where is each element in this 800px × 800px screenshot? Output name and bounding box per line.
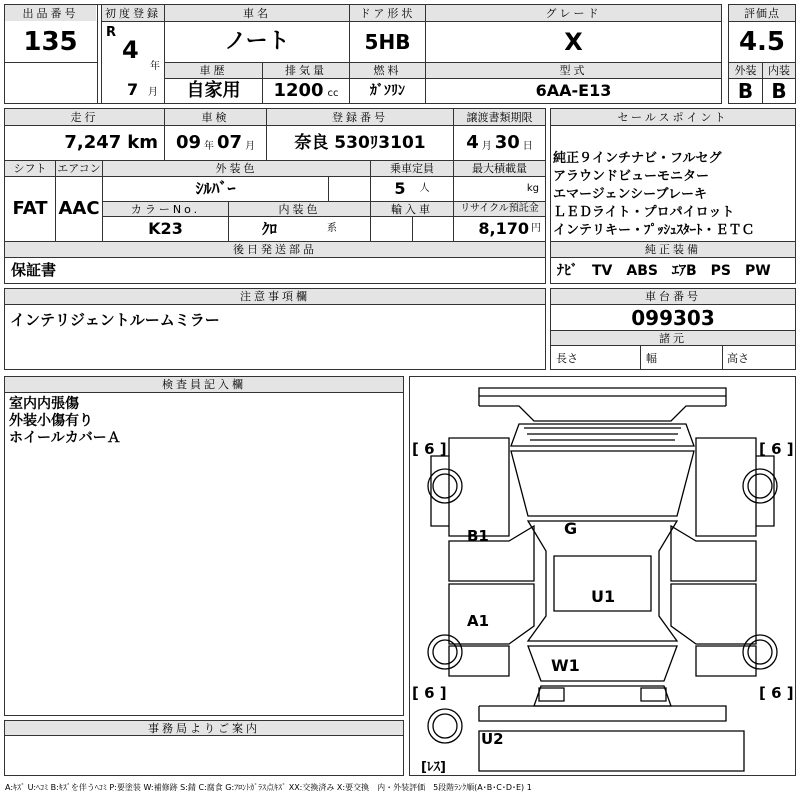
grid-line — [425, 4, 426, 104]
grid-line — [4, 392, 404, 393]
score-int: B — [771, 78, 787, 103]
rear-lights — [539, 688, 666, 701]
grade-value: X — [564, 28, 583, 56]
recycle-label: リサイクル預託金 — [454, 202, 545, 216]
under-panel — [479, 731, 744, 771]
capacity-unit: 人 — [419, 183, 430, 194]
displacement-label: 排気量 — [263, 63, 349, 78]
sales-line: アラウンドビューモニター — [553, 169, 710, 184]
grid-line — [4, 176, 546, 177]
grid-line — [328, 176, 329, 201]
first-reg-era: R — [106, 25, 117, 40]
grid-line — [101, 21, 721, 22]
score-label: 評価点 — [729, 5, 795, 21]
car-name-label: 車名 — [165, 5, 349, 21]
lot-number: 135 — [23, 27, 78, 57]
model-label: 型式 — [426, 63, 721, 78]
shift-label: シフト — [5, 161, 55, 176]
aircon-label: エアコン — [57, 162, 101, 175]
right-front-door — [671, 526, 756, 581]
notes-value: インテリジェントルームミラー — [10, 311, 220, 329]
grid-line — [262, 62, 263, 104]
legend-text: A:ｷｽﾞ U:ﾍｺﾐ B:ｷｽﾞを伴うﾍｺﾐ P:要塗装 W:補修跡 S:錆 C:腐食 G:ﾌﾛﾝﾄｶﾞﾗｽ点ｷｽﾞ XX:交換済み X:要交換 内・外装評価 5段階ﾗﾝｸ順(A･B･C･D･E) 1 — [5, 783, 532, 792]
tire-label-front-left: [ 6 ] — [412, 440, 447, 458]
recycle-number: 8,170 — [478, 219, 529, 238]
damage-mark-g: G — [564, 519, 578, 538]
max-load-label: 最大積載量 — [454, 161, 545, 176]
inspection-year-unit: 年 — [204, 141, 214, 152]
car-name: ノート — [224, 29, 290, 54]
grid-line — [728, 21, 796, 22]
hood-grille — [524, 428, 681, 440]
sales-list — [553, 150, 793, 240]
tire-label-rear-left: [ 6 ] — [412, 684, 447, 702]
inspection-year: 09 — [175, 132, 201, 153]
transfer-month-unit: 月 — [481, 141, 492, 152]
displacement-number: 1200 — [273, 79, 324, 101]
capacity-number: 5 — [394, 179, 406, 198]
first-reg-label: 初度登録 — [102, 5, 164, 21]
mileage-value — [5, 126, 164, 160]
transfer-day: 30 — [494, 132, 520, 153]
ext-color-label: 外装色 — [103, 161, 370, 176]
grid-line — [762, 62, 763, 104]
grid-line — [228, 201, 229, 241]
color-no-value: K23 — [148, 219, 183, 238]
equipment-label: 純正装備 — [551, 242, 795, 257]
reg-no-value: 奈良 530ﾘ3101 — [294, 132, 426, 153]
grid-line — [4, 160, 546, 161]
spare-tire-inner — [433, 714, 457, 738]
int-color-value — [229, 217, 370, 241]
front-panel — [479, 406, 726, 421]
grid-line — [102, 160, 103, 241]
grid-line — [550, 241, 796, 242]
spec-height-label: 高さ — [727, 352, 749, 365]
displacement-value — [263, 78, 349, 103]
aircon-value: AAC — [58, 198, 100, 219]
mileage-unit: km — [127, 132, 158, 153]
transfer-value — [454, 126, 545, 160]
door-label: ドア形状 — [350, 5, 425, 21]
int-color-unit: 系 — [327, 223, 337, 234]
damage-mark-u2: U2 — [481, 730, 504, 748]
fuel-value: ｶﾞｿﾘﾝ — [370, 82, 405, 99]
grid-line — [102, 216, 546, 217]
import-label: 輸入車 — [371, 202, 453, 216]
roof — [528, 521, 677, 641]
tire-label-front-right: [ 6 ] — [759, 440, 794, 458]
grid-line — [722, 345, 723, 370]
chassis-value: 099303 — [631, 305, 715, 330]
spec-width-label: 幅 — [646, 352, 657, 365]
inspector-list — [9, 396, 121, 447]
transfer-day-unit: 日 — [522, 141, 533, 152]
sales-line: インテリキー・ﾌﾟｯｼｭｽﾀｰﾄ・ＥＴＣ — [553, 223, 755, 238]
spec-length-label: 長さ — [556, 352, 578, 365]
later-parts-value: 保証書 — [11, 261, 57, 279]
tire-front-right-inner — [748, 474, 772, 498]
notes-label: 注意事項欄 — [5, 289, 545, 304]
first-reg-year-unit: 年 — [150, 61, 160, 72]
damage-mark-b1: B1 — [467, 527, 489, 545]
tire-front-left-inner — [433, 474, 457, 498]
inspection-month: 07 — [217, 132, 243, 153]
left-rear-fender — [449, 646, 509, 676]
mileage-label: 走行 — [5, 109, 164, 125]
hood — [511, 424, 694, 446]
mileage-number: 7,247 — [64, 132, 122, 153]
recycle-value — [454, 217, 545, 241]
door-type: 5HB — [364, 30, 411, 54]
rear-hatch — [534, 686, 671, 706]
history-label: 車歴 — [165, 63, 262, 78]
inspector-label: 検査員記入欄 — [5, 377, 403, 392]
grid-line — [4, 125, 546, 126]
displacement-unit: cc — [327, 88, 339, 99]
sales-label: セールスポイント — [551, 109, 795, 125]
windshield — [511, 451, 694, 516]
spare-tire-label: [ﾚｽ] — [421, 760, 446, 775]
sales-line: エマージェンシーブレーキ — [553, 187, 707, 202]
grid-line — [453, 108, 454, 241]
chassis-label: 車台番号 — [551, 289, 795, 304]
tire-rear-left-inner — [433, 640, 457, 664]
grid-line — [97, 4, 98, 104]
grid-line — [164, 78, 722, 79]
tire-label-rear-right: [ 6 ] — [759, 684, 794, 702]
int-color-label: 内装色 — [229, 202, 370, 216]
specs-label: 諸元 — [551, 331, 795, 345]
grid-line — [4, 257, 546, 258]
grid-line — [4, 304, 546, 305]
first-reg-month-unit: 月 — [148, 87, 158, 98]
shift-value: FAT — [12, 198, 48, 219]
color-no-label: カラーNo. — [103, 202, 228, 216]
transfer-label: 譲渡書類期限 — [454, 109, 545, 125]
max-load-unit: kg — [526, 183, 539, 194]
score-int-label: 内装 — [763, 62, 795, 78]
grid-line — [640, 345, 641, 370]
score-ext-label: 外装 — [729, 62, 762, 78]
left-rear-door — [449, 584, 534, 644]
damage-mark-u1: U1 — [591, 587, 616, 606]
max-load-value — [454, 177, 545, 201]
inspector-line: 室内内張傷 — [9, 396, 79, 412]
grid-line — [266, 108, 267, 160]
grid-line — [4, 735, 404, 736]
reg-no-label: 登録番号 — [267, 109, 453, 125]
lot-divider — [4, 62, 97, 63]
grid-line — [349, 4, 350, 104]
right-rear-door — [671, 584, 756, 644]
grid-line — [101, 4, 102, 104]
capacity-label: 乗車定員 — [371, 161, 453, 176]
left-front-door — [449, 526, 534, 581]
transfer-month: 4 — [466, 132, 479, 153]
inspector-line: 外装小傷有り — [9, 413, 93, 429]
right-rear-fender — [696, 646, 756, 676]
first-reg-month: 7 — [127, 80, 139, 99]
grid-line — [102, 201, 546, 202]
grid-line — [55, 160, 56, 241]
inspection-month-unit: 月 — [245, 141, 256, 152]
model-value: 6AA-E13 — [535, 80, 612, 100]
front-bumper — [479, 388, 726, 406]
history-value: 自家用 — [186, 79, 241, 101]
equipment-value: ﾅﾋﾞ TV ABS ｴｱB PS PW — [557, 262, 771, 279]
score-ext: B — [737, 78, 754, 103]
int-color-text: ｸﾛ — [261, 219, 277, 238]
grid-line — [164, 108, 165, 160]
damage-mark-w1: W1 — [551, 656, 580, 675]
grid-line — [550, 330, 796, 331]
first-reg-year: 4 — [122, 36, 139, 64]
inspector-line: ホイールカバーＡ — [9, 430, 121, 446]
damage-mark-a1: A1 — [467, 612, 490, 630]
fuel-label: 燃料 — [350, 63, 425, 78]
grid-line — [4, 241, 546, 242]
grade-label: グレード — [426, 5, 721, 21]
capacity-value — [371, 177, 453, 201]
sales-line: ＬＥＤライト・プロパイロット — [553, 205, 735, 220]
inspection-label: 車検 — [165, 109, 266, 125]
grid-line — [412, 216, 413, 241]
rear-bumper — [479, 706, 726, 721]
tire-rear-right-inner — [748, 640, 772, 664]
sales-line: 純正９インチナビ・フルセグ — [553, 151, 722, 166]
score-value: 4.5 — [738, 27, 786, 57]
recycle-unit: 円 — [531, 223, 541, 234]
ext-color-value: ｼﾙﾊﾞｰ — [195, 179, 236, 198]
grid-line — [550, 125, 796, 126]
lot-label: 出品番号 — [5, 5, 96, 21]
later-parts-label: 後日発送部品 — [5, 242, 545, 257]
office-label: 事務局よりご案内 — [5, 721, 403, 735]
grid-line — [164, 62, 722, 63]
grid-line — [370, 160, 371, 241]
inspection-value — [165, 126, 266, 160]
grid-line — [550, 345, 796, 346]
grid-line — [164, 4, 165, 104]
car-diagram — [409, 376, 796, 776]
